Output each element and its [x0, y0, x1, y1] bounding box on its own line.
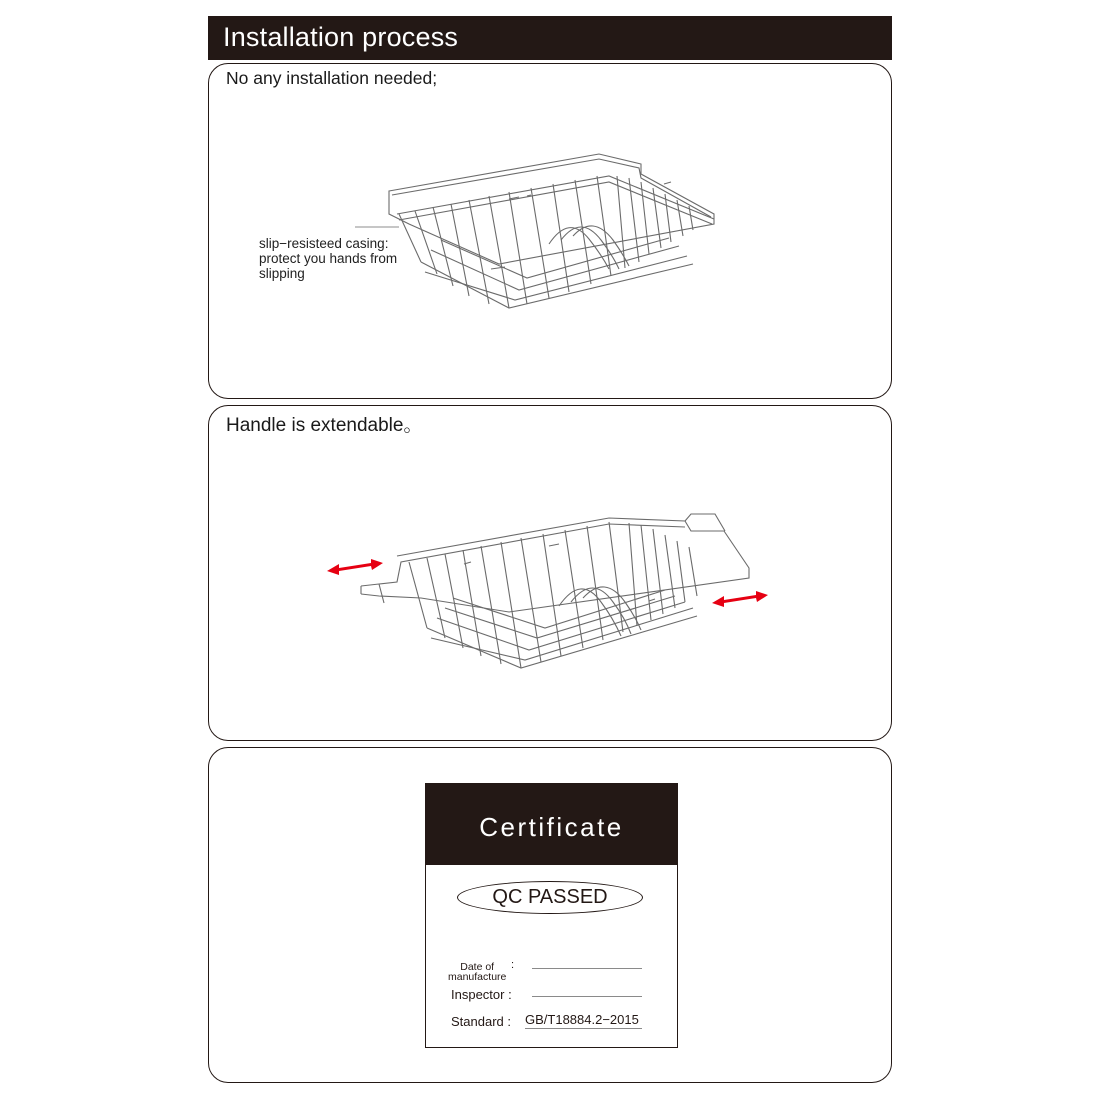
installation-panel [208, 63, 892, 399]
standard-value: GB/T18884.2−2015 [525, 1012, 639, 1027]
section-header [208, 16, 892, 60]
installation-caption: No any installation needed; [226, 68, 438, 88]
section-title: Installation process [223, 22, 459, 52]
certificate-card [425, 783, 678, 1048]
extendable-caption: Handle is extendable。 [226, 415, 423, 436]
basket-illustration-extended [209, 406, 893, 742]
date-colon: : [511, 959, 515, 971]
certificate-header [426, 784, 677, 865]
standard-label: Standard : [451, 1014, 511, 1029]
date-field-line [532, 968, 642, 969]
inspector-label: Inspector : [451, 987, 512, 1002]
basket-illustration-fixed [209, 64, 893, 400]
note-line: slipping [259, 266, 305, 281]
casing-note [259, 236, 397, 281]
note-line: protect you hands from [259, 251, 398, 266]
certificate-title: Certificate [479, 812, 624, 842]
date-label-line: Date of [460, 961, 495, 973]
certificate-panel [208, 747, 892, 1083]
note-line: slip−resisteed casing: [259, 236, 389, 251]
qc-passed-stamp: QC PASSED [457, 881, 643, 914]
inspector-field-line [532, 996, 642, 997]
date-label-line: manufacture [448, 971, 507, 983]
extendable-panel [208, 405, 892, 741]
date-label [448, 962, 506, 982]
standard-field-line [525, 1028, 642, 1029]
